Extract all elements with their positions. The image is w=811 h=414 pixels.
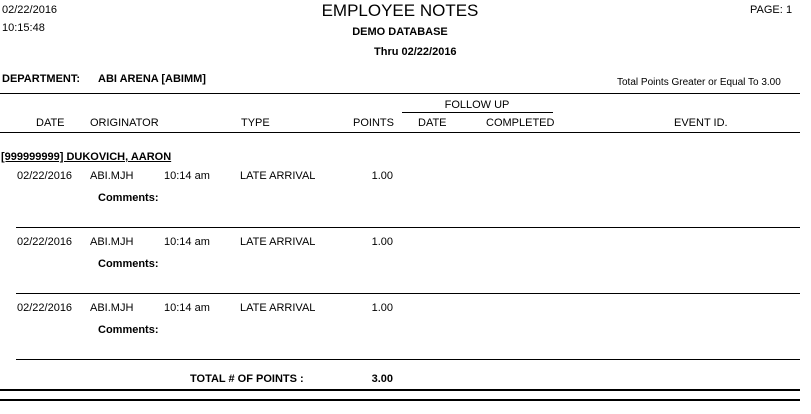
col-event-id: EVENT ID.	[674, 117, 728, 129]
department-label: DEPARTMENT:	[2, 73, 81, 85]
col-date: DATE	[36, 117, 65, 129]
row-type: LATE ARRIVAL	[240, 170, 316, 182]
follow-up-underline	[402, 112, 553, 113]
row-originator: ABI.MJH	[90, 302, 134, 314]
row-comments-label: Comments:	[98, 192, 159, 204]
footer-divider	[0, 399, 800, 401]
row-divider	[16, 359, 800, 360]
col-originator: ORIGINATOR	[90, 117, 159, 129]
database-name: DEMO DATABASE	[352, 26, 448, 38]
page-number: 1	[786, 4, 793, 16]
row-time: 10:14 am	[164, 170, 210, 182]
col-type: TYPE	[241, 117, 270, 129]
report-time: 10:15:48	[2, 22, 45, 34]
row-originator: ABI.MJH	[90, 170, 134, 182]
row-divider	[16, 227, 800, 228]
row-originator: ABI.MJH	[90, 236, 134, 248]
col-points: POINTS	[353, 117, 394, 129]
row-points: 1.00	[371, 170, 393, 182]
total-points-label: TOTAL # OF POINTS :	[190, 373, 304, 385]
thru-date: Thru 02/22/2016	[374, 46, 457, 58]
employee-heading: [999999999] DUKOVICH, AARON	[1, 151, 172, 163]
header-divider	[0, 132, 800, 133]
row-points: 1.00	[371, 302, 393, 314]
page-label: PAGE:	[750, 4, 783, 16]
total-points-value: 3.00	[371, 373, 393, 385]
department-divider	[0, 93, 800, 94]
follow-up-header: FOLLOW UP	[444, 99, 510, 111]
col-completed: COMPLETED	[486, 117, 555, 129]
col-followup-date: DATE	[418, 117, 447, 129]
report-date: 02/22/2016	[2, 4, 58, 16]
department-value: ABI ARENA [ABIMM]	[98, 73, 206, 85]
report-title: EMPLOYEE NOTES	[321, 1, 479, 20]
row-type: LATE ARRIVAL	[240, 236, 316, 248]
row-comments-label: Comments:	[98, 258, 159, 270]
row-date: 02/22/2016	[17, 170, 73, 182]
row-divider	[16, 293, 800, 294]
total-divider	[0, 389, 800, 391]
row-date: 02/22/2016	[17, 236, 73, 248]
points-filter: Total Points Greater or Equal To 3.00	[617, 77, 781, 88]
row-date: 02/22/2016	[17, 302, 73, 314]
row-time: 10:14 am	[164, 302, 210, 314]
row-points: 1.00	[371, 236, 393, 248]
row-time: 10:14 am	[164, 236, 210, 248]
row-comments-label: Comments:	[98, 324, 159, 336]
row-type: LATE ARRIVAL	[240, 302, 316, 314]
